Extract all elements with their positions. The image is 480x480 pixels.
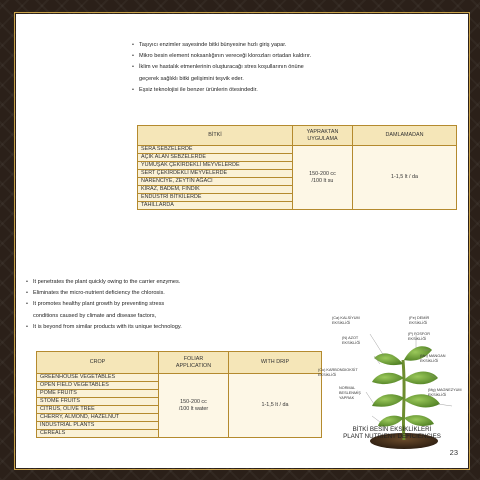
turkish-benefits-list (132, 40, 311, 96)
list-item: • It promotes healthy plant growth by preventing stress (26, 299, 182, 310)
leaf (374, 353, 403, 365)
label-normal: NORMAL BESLENMİŞ YAPRAK (339, 386, 361, 400)
leaf (372, 373, 404, 384)
drip-dose-cell: 1-1,5 lt / da (353, 146, 457, 210)
col-drip-header: WITH DRIP (229, 352, 322, 374)
leaf (404, 415, 434, 426)
list-item: • It penetrates the plant quickly owing to the carrier enzymes. (26, 277, 182, 288)
crop-cell: GREENHOUSE VEGETABLES (37, 374, 159, 382)
label-magnesium: (Mg) MAGNEZYUM EKSİKLİĞİ (428, 388, 462, 397)
col-drip-header: DAMLAMADAN (353, 126, 457, 146)
foliar-dose-line2: /100 lt su (311, 177, 334, 184)
crop-cell: CHERRY, ALMOND, HAZELNUT (37, 414, 159, 422)
list-item: • Eşsiz teknolojisi ile benzer ürünlerin ötesindedir. (132, 85, 311, 96)
page-number: 23 (449, 448, 458, 457)
table-row (37, 374, 322, 382)
foliar-dose-cell (293, 146, 353, 210)
page (16, 14, 468, 468)
crop-cell: OPEN FIELD VEGETABLES (37, 382, 159, 390)
crop-cell: NARENCİYE, ZEYTİN AĞACI (138, 178, 293, 186)
illustration-caption (332, 426, 452, 440)
foliar-dose-line1: 150-200 cc (309, 170, 336, 177)
foliar-dose-line1: 150-200 cc (180, 398, 207, 405)
crop-cell: STOME FRUITS (37, 398, 159, 406)
crop-cell: TAHILLARDA (138, 202, 293, 210)
col-foliar-header (159, 352, 229, 374)
col-foliar-line2: UYGULAMA (307, 135, 338, 142)
crop-cell: KİRAZ, BADEM, FINDIK (138, 186, 293, 194)
crop-cell: YUMUŞAK ÇEKİRDEKLİ MEYVELERDE (138, 162, 293, 170)
drip-dose-cell: 1-1,5 lt / da (229, 374, 322, 438)
list-item: geçerek sağlıklı bitki gelişimini teşvik eder. (139, 75, 244, 82)
leaf (378, 416, 404, 427)
list-item: • Taşıyıcı enzimler sayesinde bitki bünyesine hızlı giriş yapar. (132, 40, 311, 51)
label-calcium: (Ca) KALSİYUM EKSİKLİĞİ (332, 316, 360, 325)
frame-gold-line-left (14, 12, 15, 470)
col-foliar-line1: YAPRAKTAN (306, 129, 339, 135)
col-crop-header: CROP (37, 352, 159, 374)
list-item: conditions caused by climate and disease factors, (33, 312, 157, 319)
turkish-dosage-table (137, 125, 457, 210)
crop-cell: CITRUS, OLIVE TREE (37, 406, 159, 414)
foliar-dose-line2: /100 lt water (178, 405, 209, 412)
crop-cell: POME FRUITS (37, 390, 159, 398)
col-foliar-header (293, 126, 353, 146)
crop-cell: SERA SEBZELERDE (138, 146, 293, 154)
crop-cell: INDUSTRIAL PLANTS (37, 422, 159, 430)
crop-cell: AÇIK ALAN SEBZELERDE (138, 154, 293, 162)
label-manganese: (Mn) MANGAN EKSİKLİĞİ (420, 354, 446, 363)
caption-english: PLANT NUTRIENT DEFICIENCIES (343, 433, 441, 440)
label-carbon: (Cu) KARBONDIOKSİT EKSİKLİĞİ (318, 368, 358, 377)
english-benefits-list (26, 277, 182, 333)
table-header-row (138, 126, 457, 146)
caption-turkish: BİTKİ BESİN EKSİKLİKLERİ (352, 426, 432, 433)
table-header-row (37, 352, 322, 374)
frame-gold-line-bottom (14, 469, 470, 470)
foliar-dose-cell (159, 374, 229, 438)
label-iron: (Fe) DEMİR EKSİKLİĞİ (409, 316, 430, 325)
label-nitrogen: (N) AZOT EKSİKLİĞİ (342, 336, 361, 345)
english-dosage-table (36, 351, 322, 438)
list-item: • Mikro besin element noksanlığının vereceği klorozları ortadan kaldırır. (132, 51, 311, 62)
leaf (372, 394, 404, 406)
table-row (138, 146, 457, 154)
crop-cell: SERT ÇEKİRDEKLİ MEYVELERDE (138, 170, 293, 178)
list-item: • İklim ve hastalık etmenlerinin oluşturacağı stres koşullarının önüne (132, 62, 311, 73)
label-phosphorus: (P) FOSFOR EKSİKLİĞİ (408, 332, 430, 341)
col-foliar-line1: FOLIAR (183, 356, 204, 362)
frame-gold-line-top (14, 12, 470, 13)
list-item: • It is beyond from similar products with its unique technology. (26, 322, 182, 333)
crop-cell: ENDÜSTRİ BİTKİLERDE (138, 194, 293, 202)
col-foliar-line2: APPLICATION (175, 362, 212, 369)
leaf (404, 372, 438, 385)
col-plant-header: BİTKİ (138, 126, 293, 146)
list-item: • Eliminates the micro-nutrient deficiency the chlorosis. (26, 288, 182, 299)
crop-cell: CEREALS (37, 430, 159, 438)
